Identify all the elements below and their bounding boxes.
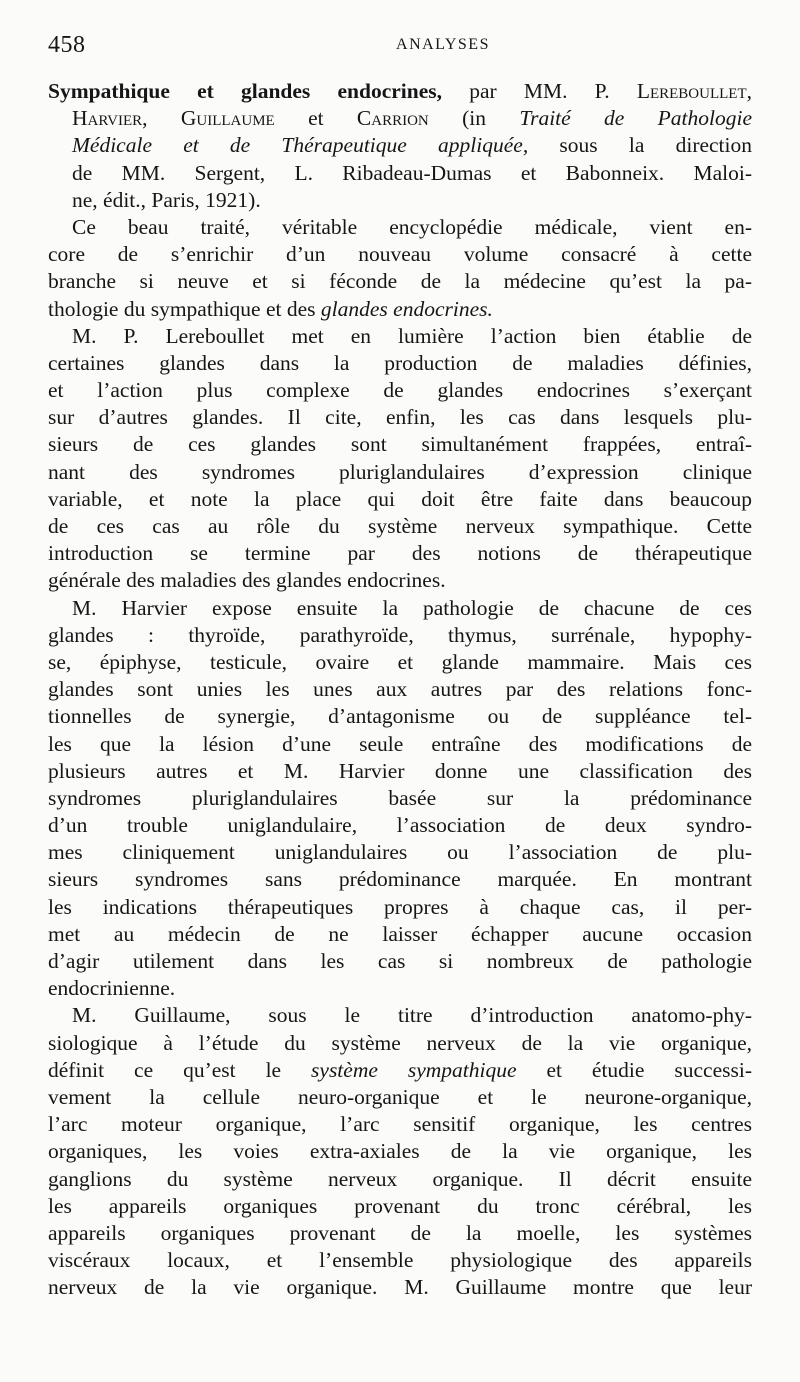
entry-line-4: de MM. Sergent, L. Ribadeau-Dumas et Babonneix. Maloi- [72,160,752,185]
text-line: d’un trouble uniglandulaire, l’association de deux syndro- [48,813,752,838]
text-line: et l’action plus complexe de glandes endocrines s’exerçant [48,378,752,403]
entry-title: Sympathique et glandes endocrines, [48,79,442,103]
text-line: générale des maladies des glandes endocrines. [48,568,446,593]
text-line: endocrinienne. [48,976,176,1001]
text-line: définit ce qu’est le système sympathique et étudie successi- [48,1057,752,1082]
text-line: mes cliniquement uniglandulaires ou l’association de plu- [48,840,752,865]
text-line: variable, et note la place qui doit être faite dans beaucoup [48,486,752,511]
entry-line-2: Harvier, Guillaume et Carrion (in Traité de Pathologie [72,106,752,131]
text-line: core de s’enrichir d’un nouveau volume consacré à cette [48,242,752,267]
text-line: l’arc moteur organique, l’arc sensitif organique, les centres [48,1112,752,1137]
entry-line-1: Sympathique et glandes endocrines, par MM. P. Lereboullet, [48,79,752,103]
text-line: nerveux de la vie organique. M. Guillaume montre que leur [48,1275,752,1300]
text-line: les appareils organiques provenant du tronc cérébral, les [48,1193,752,1218]
text-line: siologique à l’étude du système nerveux de la vie organique, [48,1030,752,1055]
text-line: glandes sont unies les unes aux autres par des relations fonc- [48,677,752,702]
text-line: branche si neuve et si féconde de la médecine qu’est la pa- [48,269,752,294]
body-text [48,78,752,1301]
text-line: M. P. Lereboullet met en lumière l’action bien établie de [72,323,752,348]
page-number: 458 [48,32,86,58]
entry-line-5: ne, édit., Paris, 1921). [72,187,261,212]
text-line: nant des syndromes pluriglandulaires d’expression clinique [48,459,752,484]
paragraph-1 [48,214,752,323]
author-lereboullet: Lereboullet, [636,79,752,103]
text-line: viscéraux locaux, et l’ensemble physiologique des appareils [48,1248,752,1273]
text-line: sieurs syndromes sans prédominance marquée. En montrant [48,867,752,892]
text-line: vement la cellule neuro-organique et le neurone-organique, [48,1084,752,1109]
text-line: de ces cas au rôle du système nerveux sympathique. Cette [48,514,752,538]
text-line: M. Harvier expose ensuite la pathologie de chacune de ces [72,595,752,620]
italic-term: système sympathique [311,1057,517,1082]
text-line: met au médecin de ne laisser échapper aucune occasion [48,921,752,946]
author-harvier: Harvier, [72,106,148,131]
text-line: les indications thérapeutiques propres à chaque cas, il per- [48,894,752,919]
bibliographic-entry [48,78,752,214]
text-line: tionnelles de synergie, d’antagonisme ou de suppléance tel- [48,704,752,729]
text-line: les que la lésion d’une seule entraîne des modifications de [48,731,752,756]
text-line: plusieurs autres et M. Harvier donne une classification des [48,758,752,783]
text-line: glandes : thyroïde, parathyroïde, thymus, surrénale, hypophy- [48,622,752,647]
text-line: introduction se termine par des notions de thérapeutique [48,541,752,566]
italic-term: glandes endocrines. [320,296,493,321]
paragraph-4 [48,1002,752,1301]
entry-line-3: Médicale et de Thérapeutique appliquée, sous la direction [72,133,753,158]
paragraph-2 [48,323,752,595]
text-line: thologie du sympathique et des glandes endocrines. [48,296,493,321]
text-line: M. Guillaume, sous le titre d’introduction anatomo-phy- [72,1003,752,1028]
text-line: syndromes pluriglandulaires basée sur la prédominance [48,785,752,810]
text-line: Ce beau traité, véritable encyclopédie médicale, vient en- [72,214,752,239]
text-line: sieurs de ces glandes sont simultanément frappées, entraî- [48,432,752,457]
paragraph-3 [48,595,752,1003]
work-title-part-2: Médicale et de Thérapeutique appliquée, [72,133,529,158]
work-title-part-1: Traité de Pathologie [519,106,752,131]
author-guillaume: Guillaume [180,106,275,131]
text-line: ganglions du système nerveux organique. Il décrit ensuite [48,1166,752,1191]
text-line: d’agir utilement dans les cas si nombreux de pathologie [48,949,752,973]
author-carrion: Carrion [356,106,429,131]
text-line: organiques, les voies extra-axiales de la vie organique, les [48,1139,752,1164]
text-line: certaines glandes dans la production de maladies définies, [48,350,752,375]
running-head [48,32,748,62]
text-line: appareils organiques provenant de la moelle, les systèmes [48,1220,752,1245]
text-line: sur d’autres glandes. Il cite, enfin, les cas dans lesquels plu- [48,405,752,430]
text-line: se, épiphyse, testicule, ovaire et glande mammaire. Mais ces [48,649,752,674]
section-title: ANALYSES [396,36,490,53]
